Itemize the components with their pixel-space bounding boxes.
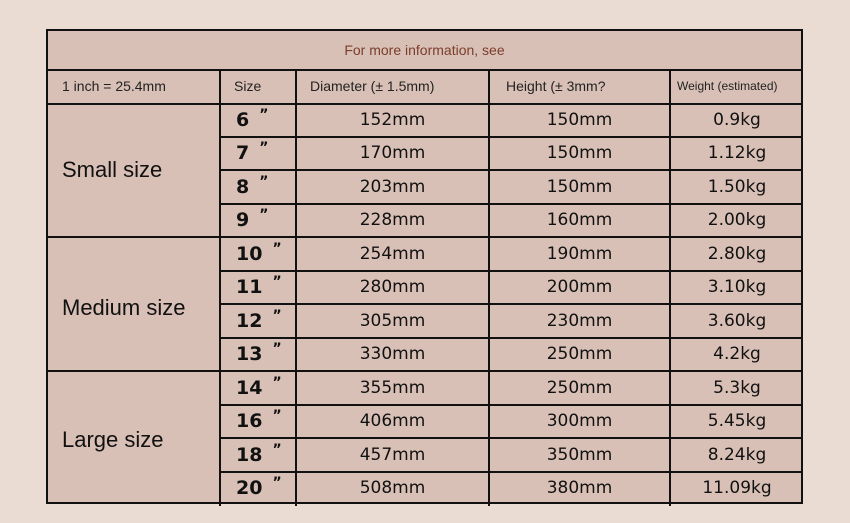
weight-cell: 2.80kg: [707, 243, 767, 264]
table-row: [48, 371, 801, 404]
table-row: [48, 405, 801, 438]
size-cell: [236, 204, 286, 237]
weight-cell: 5.3kg: [713, 377, 761, 398]
diameter-cell: 152mm: [359, 109, 426, 130]
inch-mark: ”: [272, 274, 282, 290]
height-cell: 150mm: [546, 143, 613, 163]
size-cell: [236, 405, 286, 438]
size-cell: [236, 170, 286, 203]
height-cell: 250mm: [546, 344, 613, 364]
inch-mark: ”: [272, 374, 282, 391]
diameter-cell: 305mm: [359, 310, 426, 331]
weight-cell: 2.00kg: [707, 210, 767, 230]
diameter-cell: 508mm: [359, 478, 426, 498]
info-banner: For more information, see: [48, 31, 801, 71]
size-cell: [236, 103, 286, 136]
inch-mark: ”: [272, 441, 282, 458]
weight-cell: 4.2kg: [713, 344, 761, 364]
size-value: 16: [236, 410, 263, 432]
table-row: [48, 271, 801, 304]
row-divider: [219, 303, 801, 305]
table-row: [48, 304, 801, 337]
conversion-note: 1 inch = 25.4mm: [62, 78, 166, 94]
row-divider: [219, 404, 801, 406]
row-divider: [219, 270, 801, 272]
diameter-cell: 254mm: [359, 243, 426, 264]
diameter-cell: 170mm: [359, 143, 426, 163]
size-value: 8: [236, 175, 250, 198]
size-cell: [236, 237, 286, 270]
size-cell: [236, 137, 286, 170]
size-cell: [236, 271, 286, 304]
size-cell: [236, 438, 286, 471]
row-divider: [219, 471, 801, 473]
height-cell: 160mm: [546, 210, 613, 230]
size-value: 20: [236, 477, 263, 499]
diameter-cell: 280mm: [359, 277, 426, 297]
height-cell: 150mm: [546, 176, 613, 197]
diameter-cell: 406mm: [359, 411, 426, 431]
weight-cell: 11.09kg: [702, 478, 772, 498]
inch-mark: ”: [259, 207, 269, 223]
table-header: [48, 69, 801, 105]
inch-mark: ”: [272, 307, 282, 324]
inch-mark: ”: [272, 475, 282, 491]
table-row: [48, 237, 801, 270]
size-value: 7: [236, 142, 250, 164]
weight-cell: 3.60kg: [707, 310, 767, 331]
height-cell: 250mm: [546, 377, 613, 398]
inch-mark: ”: [259, 140, 269, 156]
diameter-cell: 228mm: [359, 210, 426, 230]
inch-mark: ”: [272, 240, 282, 257]
row-divider: [219, 203, 801, 205]
size-cell: [236, 371, 286, 404]
row-divider: [48, 370, 801, 372]
diameter-cell: 457mm: [359, 444, 426, 465]
inch-mark: ”: [272, 341, 282, 357]
size-cell: [236, 472, 286, 505]
height-cell: 150mm: [546, 109, 613, 130]
table-row: [48, 137, 801, 170]
header-weight: Weight (estimated): [677, 79, 778, 93]
height-cell: 380mm: [546, 478, 613, 498]
height-cell: 300mm: [546, 411, 613, 431]
table-row: [48, 170, 801, 203]
diameter-cell: 330mm: [359, 344, 426, 364]
diameter-cell: 203mm: [359, 176, 426, 197]
header-size: Size: [234, 78, 262, 94]
table-row: [48, 103, 801, 136]
size-cell: [236, 338, 286, 371]
table-row: [48, 438, 801, 471]
diameter-cell: 355mm: [359, 377, 426, 398]
size-value: 9: [236, 209, 250, 231]
size-value: 14: [236, 376, 263, 399]
inch-mark: ”: [272, 408, 282, 424]
inch-mark: ”: [259, 173, 269, 190]
size-value: 18: [236, 443, 263, 466]
weight-cell: 1.50kg: [707, 176, 767, 197]
size-cell: [236, 304, 286, 337]
height-cell: 350mm: [546, 444, 613, 465]
row-divider: [48, 236, 801, 238]
weight-cell: 8.24kg: [707, 444, 767, 465]
table-row: [48, 204, 801, 237]
weight-cell: 0.9kg: [713, 109, 761, 130]
row-divider: [219, 169, 801, 171]
height-cell: 190mm: [546, 243, 613, 264]
group-label-large: Large size: [62, 427, 164, 452]
size-value: 12: [236, 309, 263, 332]
group-label-small: Small size: [62, 157, 163, 182]
size-value: 13: [236, 343, 263, 365]
weight-cell: 3.10kg: [707, 277, 767, 297]
row-divider: [219, 337, 801, 339]
size-value: 11: [236, 276, 263, 298]
group-label-medium: Medium size: [62, 295, 186, 320]
row-divider: [219, 437, 801, 439]
header-diameter: Diameter (± 1.5mm): [310, 78, 435, 94]
row-divider: [219, 136, 801, 138]
table-row: [48, 338, 801, 371]
weight-cell: 5.45kg: [707, 411, 767, 431]
height-cell: 200mm: [546, 277, 613, 297]
header-height: Height (± 3mm?: [506, 78, 606, 94]
size-value: 6: [236, 108, 250, 131]
weight-cell: 1.12kg: [707, 143, 767, 163]
size-chart-table: [46, 29, 803, 504]
table-row: [48, 472, 801, 505]
height-cell: 230mm: [546, 310, 613, 331]
inch-mark: ”: [259, 106, 269, 123]
size-value: 10: [236, 242, 263, 265]
